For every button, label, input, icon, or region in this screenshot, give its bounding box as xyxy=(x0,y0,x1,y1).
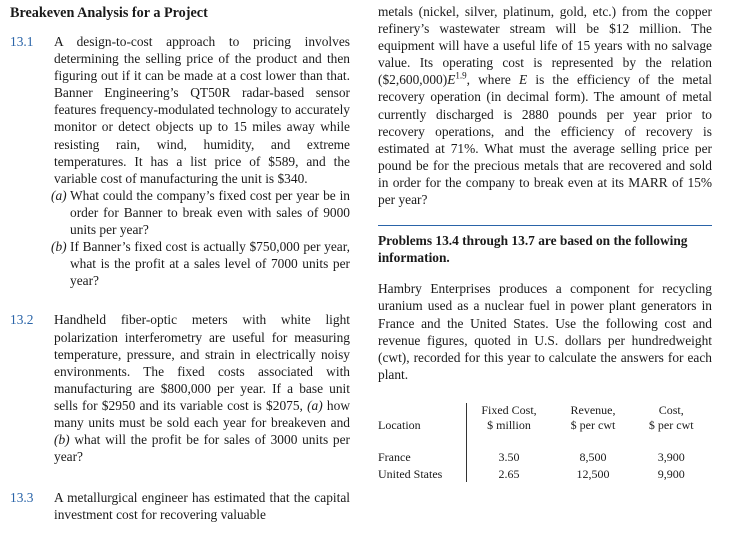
problem-13-3 xyxy=(10,489,350,523)
problem-text: A design-to-cost approach to pricing involves determining the selling price of the product and then figuring out if it can be made at a cost lower than that. Banner Engineering’s QT50R radar-based sensor features frequency-modulated technology to accurately monitor or detect objects up to 15 miles away while resisting rain, wind, humidity, and extreme temperatures. It has a list price of $589, and the variable cost of manufacturing the unit is $340. xyxy=(54,34,350,186)
table-cell: 2.65 xyxy=(467,465,552,482)
problem-text-part: how many units must be sold each year for breakeven and xyxy=(54,397,350,430)
problem-number: 13.3 xyxy=(10,490,34,506)
problem-number: 13.1 xyxy=(10,34,34,49)
left-column xyxy=(10,0,350,523)
problem-text-part: Handheld fiber-optic meters with white light polarization interferometry are useful for measuring temperature, pressure, and strain in electrically noisy environments. The fixed costs associated with manufacturing are $800,000 per year. If a base unit sells for $2950 and its variable cost is $2075, xyxy=(54,312,350,413)
table-cell: 9,900 xyxy=(657,466,685,481)
table-cell: 12,500 xyxy=(576,466,610,481)
table-row xyxy=(378,438,708,465)
problem-13-1-part-a xyxy=(10,187,350,238)
problem-13-1-part-b xyxy=(10,238,350,289)
problem-number: 13.2 xyxy=(10,312,34,328)
right-column xyxy=(378,0,712,482)
text-part: , where xyxy=(466,72,511,88)
problem-13-1 xyxy=(10,33,350,187)
cost-table xyxy=(378,403,708,482)
table-header-row-2 xyxy=(378,418,708,438)
problem-text: A metallurgical engineer has estimated that the capital investment cost for recovering valuable xyxy=(54,490,350,523)
table-header: $ million xyxy=(467,418,552,438)
part-label: (a) xyxy=(307,397,323,413)
table-header xyxy=(378,403,467,418)
table-row xyxy=(378,465,708,482)
problem-text xyxy=(10,311,350,465)
table-cell: 8,500 xyxy=(579,449,607,464)
part-label: (b) xyxy=(51,239,67,255)
table-cell: 3.50 xyxy=(467,438,552,465)
part-label: (a) xyxy=(51,187,67,203)
table-header: Fixed Cost, xyxy=(467,403,552,418)
table-header: Cost, xyxy=(658,402,684,417)
problem-13-3-continued xyxy=(378,3,712,208)
problem-text-part: what will the profit be for sales of 3000 units per year? xyxy=(54,432,350,465)
part-text: What could the company’s fixed cost per year be in order for Banner to break even with sales of 9000 units per year? xyxy=(70,187,350,238)
divider xyxy=(378,225,712,226)
variable-e: E xyxy=(447,72,456,88)
table-header: $ per cwt xyxy=(648,417,694,432)
table-header: Revenue, xyxy=(570,402,616,417)
variable-e: E xyxy=(519,72,528,88)
problem-13-2 xyxy=(10,311,350,465)
section-heading: Breakeven Analysis for a Project xyxy=(10,5,208,21)
text-part: is the efficiency of the metal recovery operation (in decimal form). The amount of metal currently discharged is 2880 pounds per year prior to recovery operations, and the efficiency of recovery is estimated at 71%. What must the average selling price per pound be for the precious metals that are recovered and sold in order for the company to break even at its MARR of 15% per year? xyxy=(378,72,712,208)
table-header: Location xyxy=(378,417,421,432)
table-cell: 3,900 xyxy=(657,449,685,464)
part-text: If Banner’s fixed cost is actually $750,000 per year, what is the profit at a sales level of 7000 units per year? xyxy=(70,239,350,289)
info-heading: Problems 13.4 through 13.7 are based on the following information. xyxy=(378,233,688,266)
part-label: (b) xyxy=(54,432,70,448)
info-text: Hambry Enterprises produces a component for recycling uranium used as a nuclear fuel in power plant generators in France and the United States. Use the following cost and revenue figures, quoted in U.S. dollars per hundredweight (cwt), recorded for this year to calculate the answers for each plant. xyxy=(378,281,712,382)
table-cell: France xyxy=(378,449,411,464)
table-cell: United States xyxy=(378,466,443,481)
text-part: metals (nickel, silver, platinum, gold, etc.) from the copper refinery’s wastewater stream will be $12 million. The equipment will have a useful life of 15 years with no salvage value. Its operating cost is represented by the relation ($2,600,000) xyxy=(378,4,712,88)
table-header-row-1 xyxy=(378,403,708,418)
exponent: 1.9 xyxy=(455,70,467,81)
table-header: $ per cwt xyxy=(570,417,616,432)
